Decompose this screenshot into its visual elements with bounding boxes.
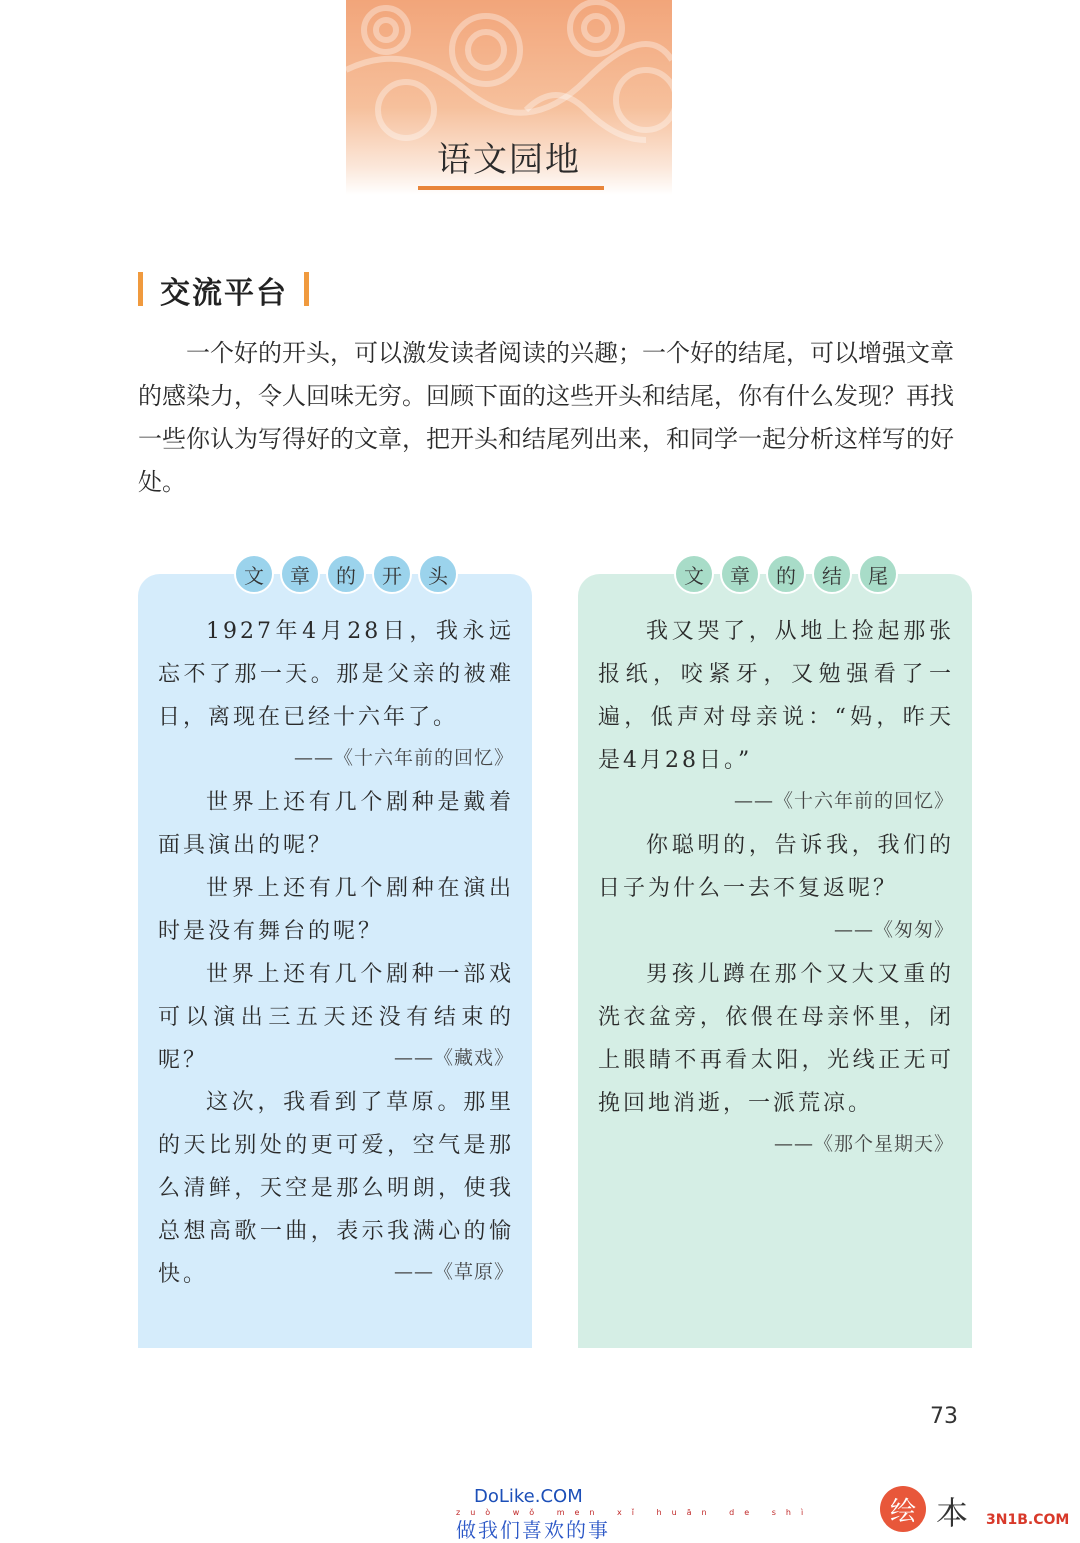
opening-excerpt: 1927年4月28日，我永远忘不了那一天。那是父亲的被难日，离现在已经十六年了。 xyxy=(158,619,514,730)
openings-label xyxy=(234,554,458,594)
label-char: 的 xyxy=(326,554,366,594)
excerpt-source: ——《藏戏》 xyxy=(393,1047,514,1069)
section-title: 交流平台 xyxy=(160,276,288,311)
label-char: 文 xyxy=(674,554,714,594)
title-underline xyxy=(418,186,604,190)
watermark-domain: DoLike.COM xyxy=(474,1486,583,1507)
label-char: 章 xyxy=(280,554,320,594)
opening-excerpt: 世界上还有几个剧种是戴着面具演出的呢？ xyxy=(158,790,514,858)
page-number: 73 xyxy=(930,1404,958,1429)
label-char: 的 xyxy=(766,554,806,594)
excerpt-source: ——《十六年前的回忆》 xyxy=(293,747,514,769)
endings-label xyxy=(674,554,898,594)
label-char: 文 xyxy=(234,554,274,594)
header-banner xyxy=(346,0,672,195)
label-char: 章 xyxy=(720,554,760,594)
excerpt-source: ——《那个星期天》 xyxy=(773,1133,954,1155)
intro-paragraph: 一个好的开头，可以激发读者阅读的兴趣；一个好的结尾，可以增强文章的感染力，令人回味无穷。回顾下面的这些开头和结尾，你有什么发现？再找一些你认为写得好的文章，把开头和结尾列出来，和同学一起分析这样写的好处。 xyxy=(138,339,954,496)
opening-excerpt: 世界上还有几个剧种一部戏可以演出三五天还没有结束的呢？ xyxy=(158,962,514,1073)
page-title: 语文园地 xyxy=(437,140,581,180)
ending-excerpt: 男孩儿蹲在那个又大又重的洗衣盆旁，依偎在母亲怀里，闭上眼睛不再看太阳，光线正无可挽回地消逝，一派荒凉。 xyxy=(598,962,954,1116)
watermark-logo-icon: 绘 xyxy=(880,1486,926,1532)
watermark-logo-char: 本 xyxy=(936,1494,969,1532)
watermark-pinyin: zuò wǒ men xǐ huān de shì xyxy=(456,1508,814,1517)
ending-excerpt: 我又哭了，从地上捡起那张报纸，咬紧牙，又勉强看了一遍，低声对母亲说：“妈，昨天是4月28日。” xyxy=(598,619,954,773)
excerpt-source: ——《草原》 xyxy=(393,1261,514,1283)
opening-excerpt: 这次，我看到了草原。那里的天比别处的更可爱，空气是那么清鲜，天空是那么明朗，使我总想高歌一曲，表示我满心的愉快。 xyxy=(158,1090,514,1287)
ending-excerpt: 你聪明的，告诉我，我们的日子为什么一去不复返呢？ xyxy=(598,833,954,901)
heading-bar-right xyxy=(304,272,309,306)
label-char: 开 xyxy=(372,554,412,594)
watermark-slogan: 做我们喜欢的事 xyxy=(456,1518,610,1542)
label-char: 尾 xyxy=(858,554,898,594)
excerpt-source: ——《匆匆》 xyxy=(833,919,954,941)
opening-excerpt: 世界上还有几个剧种在演出时是没有舞台的呢？ xyxy=(158,876,514,944)
label-char: 结 xyxy=(812,554,852,594)
excerpt-source: ——《十六年前的回忆》 xyxy=(733,790,954,812)
heading-bar-left xyxy=(138,272,143,306)
label-char: 头 xyxy=(418,554,458,594)
watermark-site: 3N1B.COM xyxy=(986,1512,1070,1528)
